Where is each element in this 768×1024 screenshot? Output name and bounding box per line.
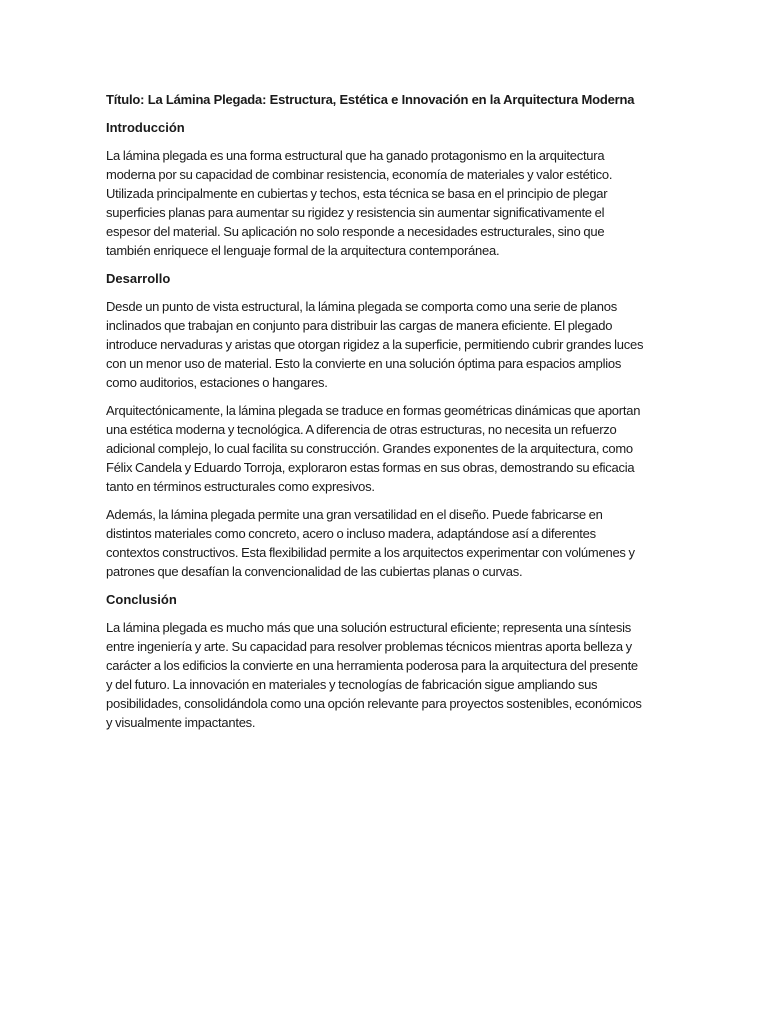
text-line: y del futuro. La innovación en materiales y tecnologías de fabricación sigue ampliando sus [106, 677, 598, 692]
text-line: una estética moderna y tecnológica. A diferencia de otras estructuras, no necesita un refuerzo [106, 422, 617, 437]
text-line: Además, la lámina plegada permite una gran versatilidad en el diseño. Puede fabricarse en [106, 507, 603, 522]
text-line: superficies planas para aumentar su rigidez y resistencia sin aumentar significativamente el [106, 205, 605, 220]
section-heading-introduccion: Introducción [106, 120, 185, 135]
text-line: posibilidades, consolidándola como una opción relevante para proyectos sostenibles, económicos [106, 696, 642, 711]
text-line: La lámina plegada es mucho más que una solución estructural eficiente; representa una síntesis [106, 620, 631, 635]
text-line: tanto en términos estructurales como expresivos. [106, 479, 375, 494]
document-title: Título: La Lámina Plegada: Estructura, Estética e Innovación en la Arquitectura Moderna [106, 92, 635, 107]
text-line: La lámina plegada es una forma estructural que ha ganado protagonismo en la arquitectura [106, 148, 605, 163]
text-line: Desde un punto de vista estructural, la lámina plegada se comporta como una serie de planos [106, 299, 618, 314]
text-line: introduce nervaduras y aristas que otorgan rigidez a la superficie, permitiendo cubrir grandes luces [106, 337, 644, 352]
text-line: Arquitectónicamente, la lámina plegada se traduce en formas geométricas dinámicas que aportan [106, 403, 641, 418]
document-page [106, 90, 662, 741]
text-line: Utilizada principalmente en cubiertas y techos, esta técnica se basa en el principio de plegar [106, 186, 608, 201]
paragraph-desarrollo-2 [106, 401, 662, 496]
text-line: también enriquece el lenguaje formal de la arquitectura contemporánea. [106, 243, 500, 258]
text-line: inclinados que trabajan en conjunto para distribuir las cargas de manera eficiente. El plegado [106, 318, 613, 333]
text-line: adicional complejo, lo cual facilita su construcción. Grandes exponentes de la arquitectura, como [106, 441, 633, 456]
paragraph-desarrollo-1 [106, 297, 662, 392]
text-line: Félix Candela y Eduardo Torroja, exploraron estas formas en sus obras, demostrando su eficacia [106, 460, 635, 475]
text-line: y visualmente impactantes. [106, 715, 256, 730]
paragraph-conclusion [106, 618, 662, 732]
text-line: moderna por su capacidad de combinar resistencia, economía de materiales y valor estético. [106, 167, 613, 182]
paragraph-desarrollo-3 [106, 505, 662, 581]
text-line: como auditorios, estaciones o hangares. [106, 375, 328, 390]
text-line: patrones que desafían la convencionalidad de las cubiertas planas o curvas. [106, 564, 523, 579]
text-line: con un menor uso de material. Esto la convierte en una solución óptima para espacios amplios [106, 356, 622, 371]
text-line: carácter a los edificios la convierte en una herramienta poderosa para la arquitectura del presente [106, 658, 638, 673]
text-line: distintos materiales como concreto, acero o incluso madera, adaptándose así a diferentes [106, 526, 596, 541]
section-heading-desarrollo: Desarrollo [106, 271, 171, 286]
text-line: contextos constructivos. Esta flexibilidad permite a los arquitectos experimentar con volúmenes y [106, 545, 635, 560]
section-heading-conclusion: Conclusión [106, 592, 177, 607]
paragraph-introduccion [106, 146, 662, 260]
text-line: entre ingeniería y arte. Su capacidad para resolver problemas técnicos mientras aporta belleza y [106, 639, 632, 654]
text-line: espesor del material. Su aplicación no solo responde a necesidades estructurales, sino que [106, 224, 605, 239]
